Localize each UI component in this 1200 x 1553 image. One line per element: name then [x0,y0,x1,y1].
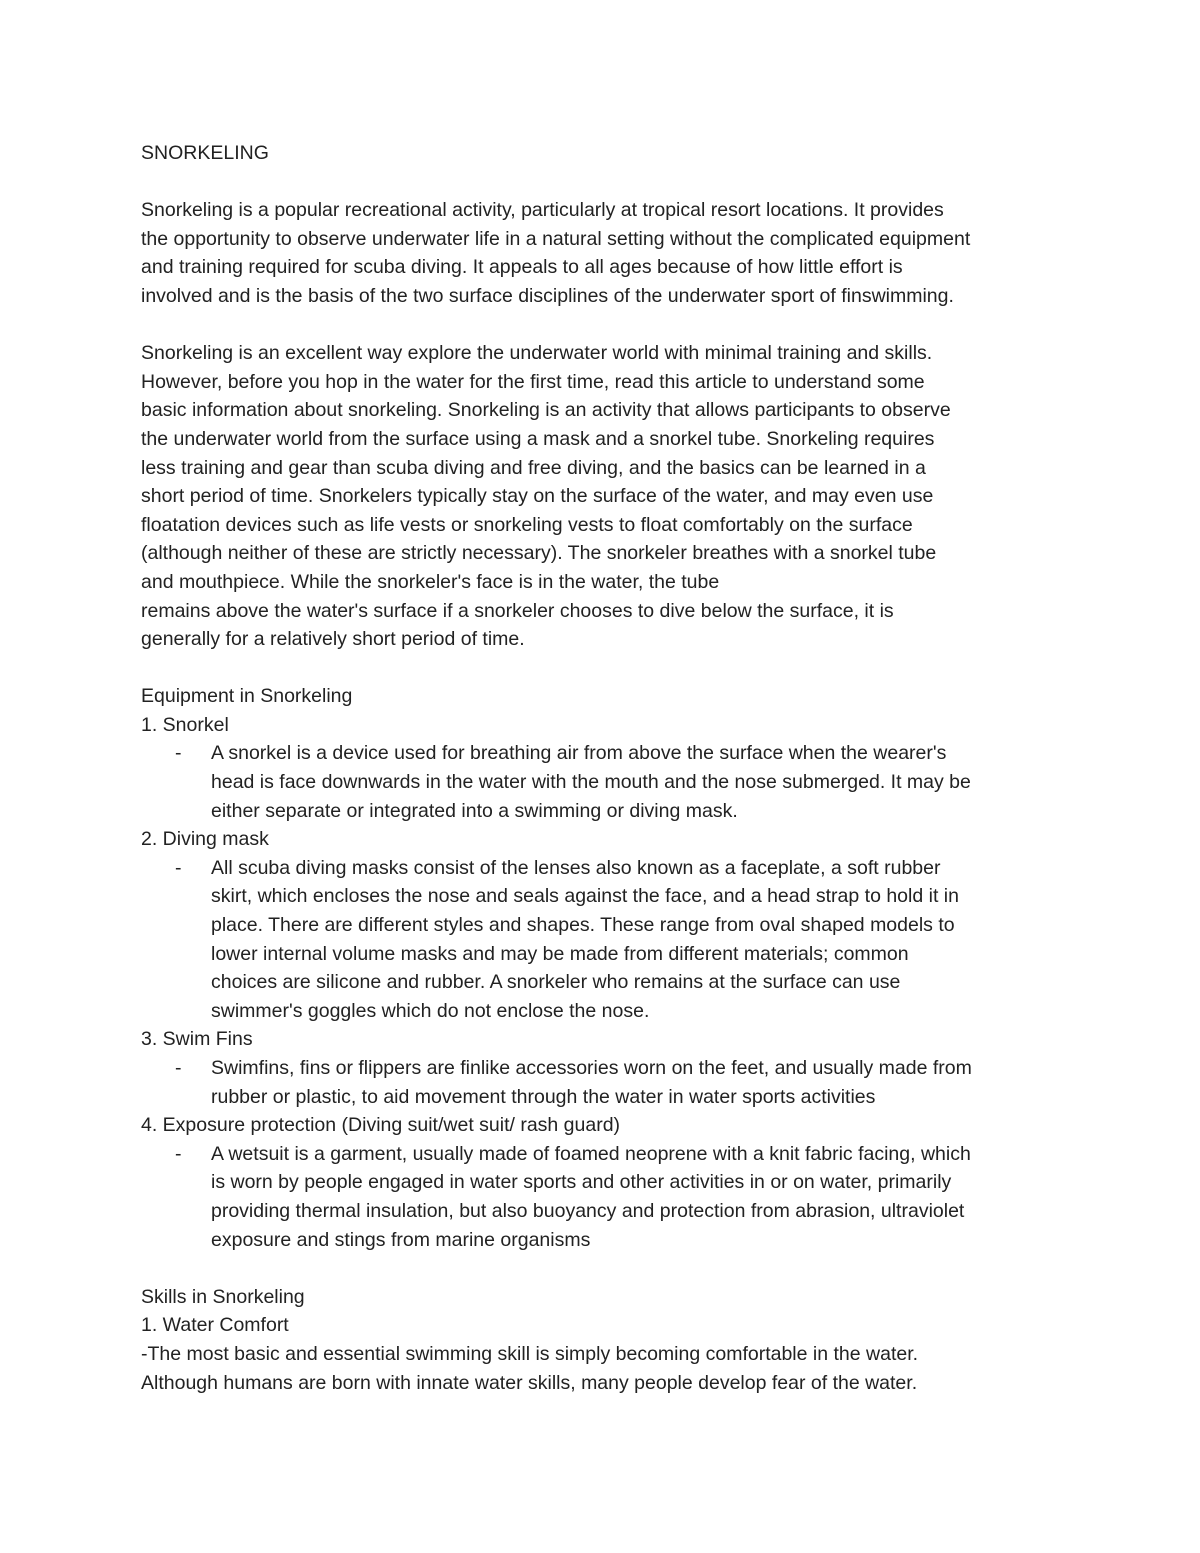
spacer [141,311,1071,340]
intro-line: the opportunity to observe underwater life in a natural setting without the complicated equipment [141,227,971,250]
overview-line: floatation devices such as life vests or snorkeling vests to float comfortably on the surface [141,513,913,536]
overview-line: the underwater world from the surface using a mask and a snorkel tube. Snorkeling requires [141,427,935,450]
equipment-item-swim-fins-label: 3. Swim Fins [141,1028,253,1051]
equipment-item-exposure-protection-label: 4. Exposure protection (Diving suit/wet suit/ rash guard) [141,1114,621,1137]
intro-paragraph [141,196,1071,310]
equipment-heading: Equipment in Snorkeling [141,685,353,708]
description-line: Swimfins, fins or flippers are finlike accessories worn on the feet, and usually made from [211,1057,972,1079]
equipment-item-swim-fins-description [141,1054,1071,1111]
equipment-item-diving-mask-description [141,854,1071,1026]
description-line: A wetsuit is a garment, usually made of foamed neoprene with a knit fabric facing, which [211,1142,971,1165]
description-line: A snorkel is a device used for breathing air from above the surface when the wearer's [211,742,947,765]
equipment-item-diving-mask-label: 2. Diving mask [141,828,269,851]
bullet-dash: - [175,856,182,879]
description-line: All scuba diving masks consist of the lenses also known as a faceplate, a soft rubber [211,856,941,879]
description-line: rubber or plastic, to aid movement through the water in water sports activities [211,1085,876,1108]
spacer [141,168,1071,197]
description-line: lower internal volume masks and may be made from different materials; common [211,942,909,965]
skills-section [141,1283,1071,1397]
overview-line: Snorkeling is an excellent way explore the underwater world with minimal training and skills. [141,342,933,365]
description-line: choices are silicone and rubber. A snorkeler who remains at the surface can use [211,971,901,994]
skills-item-water-comfort-label: 1. Water Comfort [141,1314,289,1337]
bullet-dash: - [175,742,182,765]
bullet-dash: - [175,1057,182,1079]
bullet-dash: - [175,1142,182,1165]
description-line: exposure and stings from marine organisms [211,1228,591,1251]
skills-item-water-comfort-line: -The most basic and essential swimming skill is simply becoming comfortable in the water. [141,1342,919,1365]
intro-line: Snorkeling is a popular recreational activity, particularly at tropical resort locations. It provides [141,199,944,222]
intro-line: and training required for scuba diving. It appeals to all ages because of how little effort is [141,256,903,279]
overview-paragraph [141,339,1071,654]
document-title: SNORKELING [141,142,269,164]
overview-line: remains above the water's surface if a snorkeler chooses to dive below the surface, it is [141,599,894,622]
overview-line: short period of time. Snorkelers typically stay on the surface of the water, and may even use [141,485,934,508]
overview-line: and mouthpiece. While the snorkeler's face is in the water, the tube [141,570,720,593]
equipment-item-exposure-protection-description [141,1140,1071,1254]
intro-line: involved and is the basis of the two surface disciplines of the underwater sport of finswimming. [141,284,954,307]
spacer [141,1254,1071,1283]
spacer [141,654,1071,683]
overview-line: generally for a relatively short period of time. [141,628,525,651]
description-line: place. There are different styles and shapes. These range from oval shaped models to [211,914,955,937]
equipment-section [141,682,1071,1254]
description-line: skirt, which encloses the nose and seals against the face, and a head strap to hold it in [211,885,959,908]
equipment-item-snorkel-label: 1. Snorkel [141,713,229,736]
overview-line: less training and gear than scuba diving and free diving, and the basics can be learned in a [141,456,926,479]
description-line: swimmer's goggles which do not enclose the nose. [211,999,650,1022]
equipment-item-snorkel-description [141,739,1071,825]
overview-line: basic information about snorkeling. Snorkeling is an activity that allows participants to observe [141,399,951,422]
description-line: either separate or integrated into a swimming or diving mask. [211,799,738,822]
skills-heading: Skills in Snorkeling [141,1285,305,1308]
overview-line: (although neither of these are strictly necessary). The snorkeler breathes with a snorkel tube [141,542,937,565]
document-page [141,139,1071,1397]
overview-line: However, before you hop in the water for the first time, read this article to understand some [141,370,925,393]
skills-item-water-comfort-line: Although humans are born with innate water skills, many people develop fear of the water. [141,1371,918,1394]
description-line: providing thermal insulation, but also buoyancy and protection from abrasion, ultraviolet [211,1199,965,1222]
description-line: head is face downwards in the water with the mouth and the nose submerged. It may be [211,771,971,794]
description-line: is worn by people engaged in water sports and other activities in or on water, primarily [211,1171,952,1194]
